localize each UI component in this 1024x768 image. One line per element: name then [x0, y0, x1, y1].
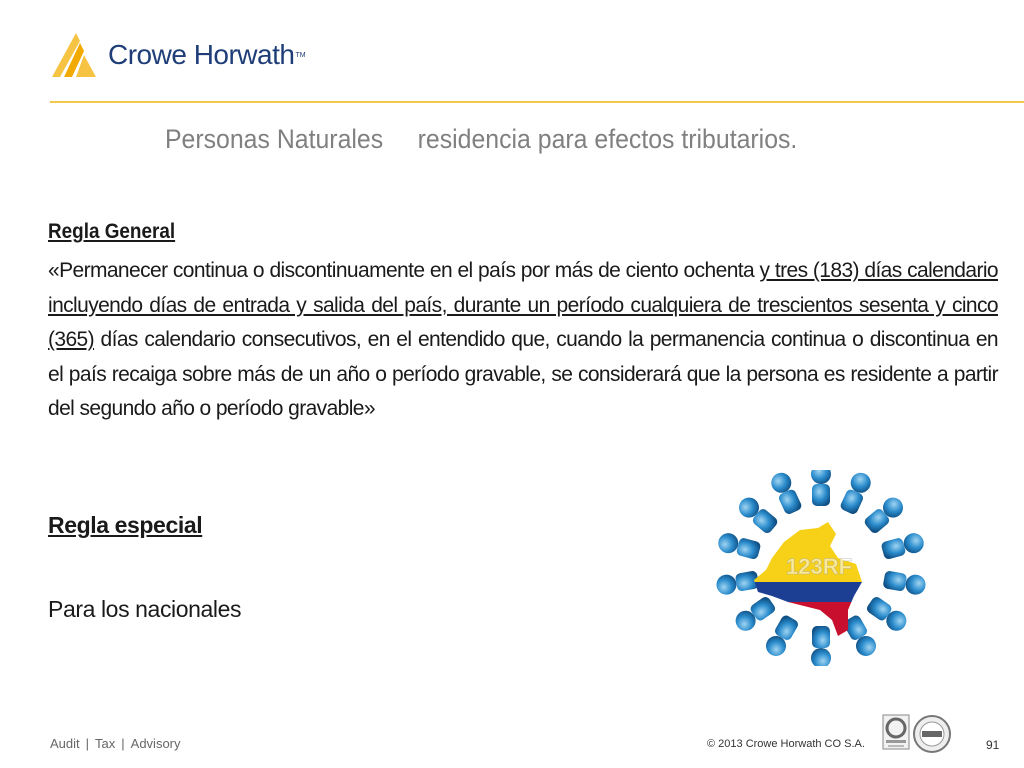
brand-logo: [50, 30, 306, 80]
footer-tax: Tax: [95, 736, 116, 751]
paragraph-part-1: «Permanecer continua o discontinuamente en el país por más de ciento ochenta: [48, 259, 760, 282]
slide-title: Personas Naturales residencia para efectos tributarios.: [164, 124, 798, 154]
brand-tm: TM: [295, 51, 306, 59]
page-number: 91: [986, 738, 1000, 752]
slide-content: [48, 220, 998, 427]
iso-certification-icon: [882, 714, 910, 750]
general-rule-paragraph: [48, 254, 998, 427]
footer-audit: Audit: [50, 736, 80, 751]
crowe-horwath-logo-icon: [50, 31, 100, 79]
special-rule-heading: Regla especial: [48, 512, 203, 538]
general-rule-heading: Regla General: [48, 220, 176, 243]
footer-separator: |: [85, 736, 90, 751]
paragraph-part-3: días calendario consecutivos, en el entendido que, cuando la permanencia continua o discontinua en el país recaiga sobre más de un año o período gravable, se considerará que la persona es residente a partir del segundo año o período gravable»: [48, 328, 998, 420]
iqnet-certification-icon: [912, 714, 952, 754]
footer-advisory: Advisory: [130, 736, 181, 751]
paragraph-underlined-part: y tres (183) días calendario incluyendo días de entrada y salida del país, durante un período cualquiera de trescientos sesenta y cinco (365): [48, 259, 998, 351]
nationals-text: Para los nacionales: [48, 596, 242, 622]
footer-services: [50, 736, 181, 751]
header-divider: [50, 101, 1024, 103]
footer-separator: |: [121, 736, 125, 751]
watermark-text: 123RF: [786, 554, 853, 579]
copyright-text: © 2013 Crowe Horwath CO S.A.: [707, 738, 865, 750]
people-circle-colombia-map-icon: [688, 470, 954, 666]
brand-name: Crowe Horwath: [108, 39, 295, 70]
